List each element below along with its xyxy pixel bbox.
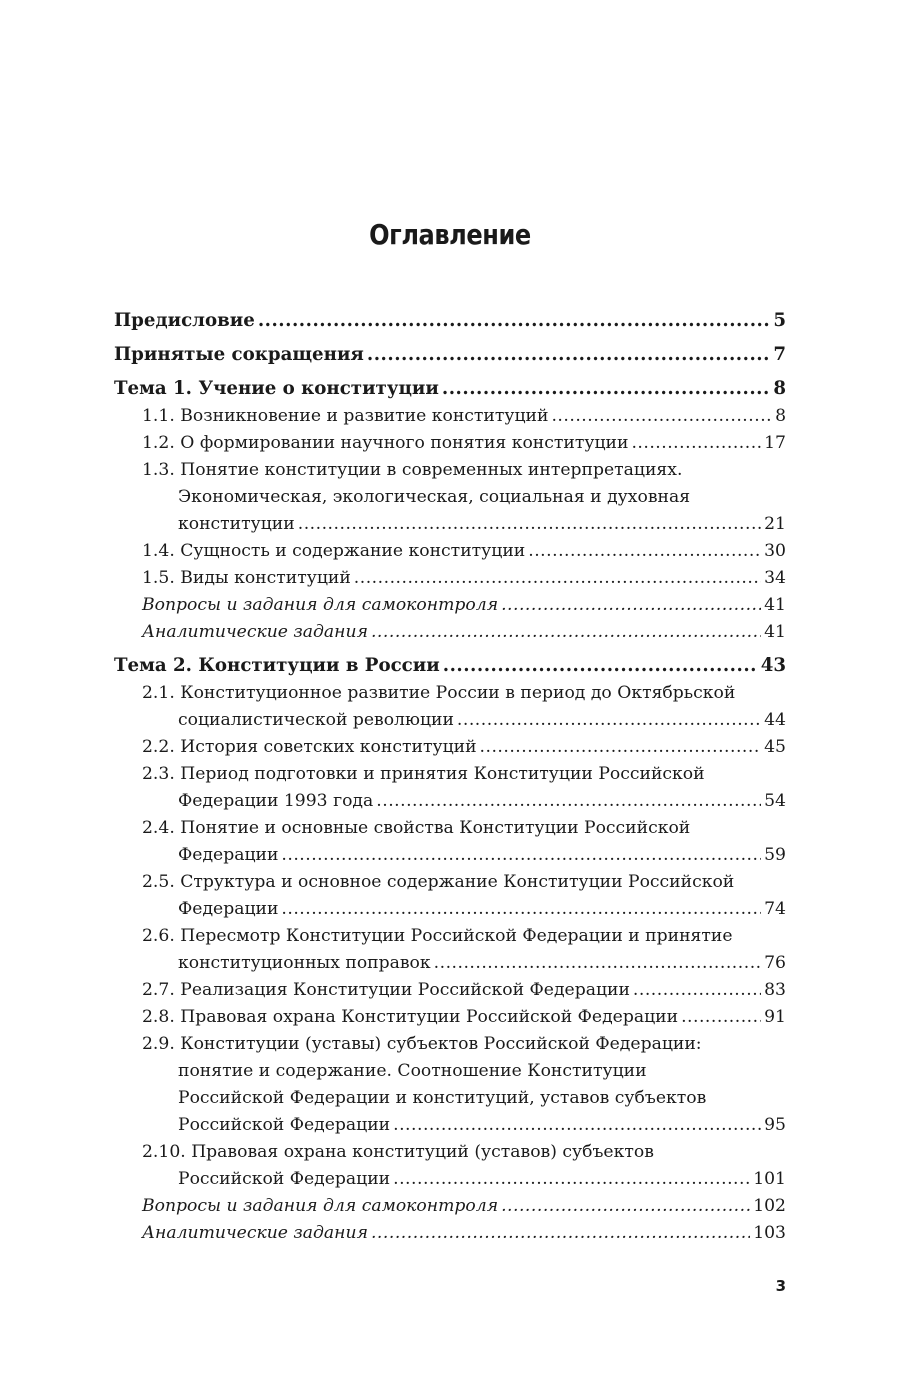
toc-entry-title: 2.2. История советских конституций (142, 737, 477, 757)
toc-entry-title: Принятые сокращения (114, 344, 364, 365)
toc-entry-page: 103 (753, 1223, 786, 1243)
dot-leader (501, 592, 761, 619)
dot-leader (376, 788, 761, 815)
toc-entry[interactable] (114, 1139, 786, 1193)
toc-entry-title: 2.10. Правовая охрана конституций (уставов) субъектов (142, 1142, 654, 1162)
toc-entry-page: 44 (764, 710, 786, 730)
toc-entry-page: 76 (764, 953, 786, 973)
toc-entry[interactable] (114, 457, 786, 538)
toc-entry-title: конституции (178, 514, 295, 534)
toc-entry-title: Предисловие (114, 310, 255, 331)
toc-entry-title: 2.9. Конституции (уставы) субъектов Российской Федерации: (142, 1034, 702, 1054)
toc-entry-page: 83 (764, 980, 786, 1000)
toc-entry-page: 34 (764, 568, 786, 588)
dot-leader (258, 307, 771, 335)
toc-entry-title: 2.8. Правовая охрана Конституции Российской Федерации (142, 1007, 679, 1027)
toc-entry-title: Тема 2. Конституции в России (114, 655, 440, 676)
dot-leader (371, 1220, 750, 1247)
dot-leader (528, 538, 761, 565)
toc-entry-title: Вопросы и задания для самоконтроля (142, 595, 499, 615)
toc-entry-title: Аналитические задания (142, 1223, 368, 1243)
toc-entry[interactable] (114, 761, 786, 815)
toc-entry[interactable] (114, 565, 786, 592)
dot-leader (434, 950, 761, 977)
toc-entry-page: 45 (764, 737, 786, 757)
toc-entry-title: Аналитические задания (142, 622, 368, 642)
toc-entry-page: 41 (764, 622, 786, 642)
dot-leader (281, 842, 761, 869)
toc-entry-title: Российской Федерации (178, 1115, 391, 1135)
dot-leader (298, 511, 761, 538)
toc-entry[interactable] (114, 680, 786, 734)
toc-entry[interactable] (114, 430, 786, 457)
toc-entry-title: Российской Федерации (178, 1169, 391, 1189)
toc-entry[interactable] (114, 619, 786, 646)
toc-entry[interactable] (114, 734, 786, 761)
dot-leader (480, 734, 762, 761)
toc-entry-page: 43 (760, 655, 786, 676)
page-number: 3 (775, 1277, 786, 1295)
toc-entry[interactable] (114, 538, 786, 565)
toc-entry-page: 5 (773, 310, 786, 331)
dot-leader (281, 896, 761, 923)
toc-entry[interactable] (114, 1193, 786, 1220)
dot-leader (631, 430, 761, 457)
toc-entry[interactable] (114, 1004, 786, 1031)
page-title: Оглавление (369, 218, 531, 251)
toc-entry-title: понятие и содержание. Соотношение Конституции (178, 1061, 647, 1081)
toc-entry[interactable] (114, 977, 786, 1004)
dot-leader (681, 1004, 761, 1031)
toc-entry[interactable] (114, 375, 786, 403)
toc-entry-page: 8 (775, 406, 786, 426)
toc-entry[interactable] (114, 592, 786, 619)
toc-entry[interactable] (114, 815, 786, 869)
toc-entry-title: Тема 1. Учение о конституции (114, 378, 439, 399)
toc-entry-title: 1.1. Возникновение и развитие конституций (142, 406, 549, 426)
toc-entry-page: 54 (764, 791, 786, 811)
dot-leader (551, 403, 772, 430)
dot-leader (457, 707, 761, 734)
toc-entry-title: Федерации (178, 899, 279, 919)
toc-entry[interactable] (114, 341, 786, 369)
toc-entry-title: Вопросы и задания для самоконтроля (142, 1196, 499, 1216)
toc-entry-title: Российской Федерации и конституций, уставов субъектов (178, 1088, 707, 1108)
dot-leader (393, 1166, 750, 1193)
toc-entry-page: 8 (773, 378, 786, 399)
toc-entry-title: Федерации (178, 845, 279, 865)
toc-entry[interactable] (114, 1031, 786, 1139)
toc-entry-page: 74 (764, 899, 786, 919)
toc-entry-title: 1.3. Понятие конституции в современных интерпретациях. (142, 460, 683, 480)
dot-leader (501, 1193, 750, 1220)
toc-entry-title: 1.4. Сущность и содержание конституции (142, 541, 526, 561)
toc-entry-title: 1.5. Виды конституций (142, 568, 351, 588)
dot-leader (371, 619, 761, 646)
toc-entry-title: социалистической революции (178, 710, 454, 730)
toc-entry-page: 21 (764, 514, 786, 534)
toc-entry-page: 102 (753, 1196, 786, 1216)
toc-entry-page: 101 (753, 1169, 786, 1189)
toc-entry-title: 1.2. О формировании научного понятия конституции (142, 433, 629, 453)
toc-entry-page: 91 (764, 1007, 786, 1027)
toc-entry[interactable] (114, 652, 786, 680)
dot-leader (442, 375, 770, 403)
dot-leader (354, 565, 761, 592)
toc-entry-title: 2.3. Период подготовки и принятия Конституции Российской (142, 764, 705, 784)
toc-entry-title: конституционных поправок (178, 953, 431, 973)
toc-entry-page: 41 (764, 595, 786, 615)
dot-leader (393, 1112, 761, 1139)
toc-entry-title: Федерации 1993 года (178, 791, 374, 811)
dot-leader (443, 652, 758, 680)
toc-entry[interactable] (114, 307, 786, 335)
toc-entry-title: 2.4. Понятие и основные свойства Конституции Российской (142, 818, 691, 838)
dot-leader (633, 977, 761, 1004)
toc-entry-title: 2.6. Пересмотр Конституции Российской Федерации и принятие (142, 926, 733, 946)
toc-entry[interactable] (114, 869, 786, 923)
dot-leader (367, 341, 770, 369)
toc-entry-title: 2.7. Реализация Конституции Российской Федерации (142, 980, 630, 1000)
toc-entry-page: 95 (764, 1115, 786, 1135)
toc-entry-page: 17 (764, 433, 786, 453)
toc-entry[interactable] (114, 1220, 786, 1247)
toc-entry-title: Экономическая, экологическая, социальная и духовная (178, 487, 691, 507)
toc-entry-title: 2.5. Структура и основное содержание Конституции Российской (142, 872, 735, 892)
toc-entry[interactable] (114, 403, 786, 430)
toc-entry-page: 30 (764, 541, 786, 561)
toc-entry[interactable] (114, 923, 786, 977)
table-of-contents (114, 307, 786, 1247)
toc-entry-page: 7 (773, 344, 786, 365)
toc-entry-title: 2.1. Конституционное развитие России в период до Октябрьской (142, 683, 736, 703)
toc-entry-page: 59 (764, 845, 786, 865)
